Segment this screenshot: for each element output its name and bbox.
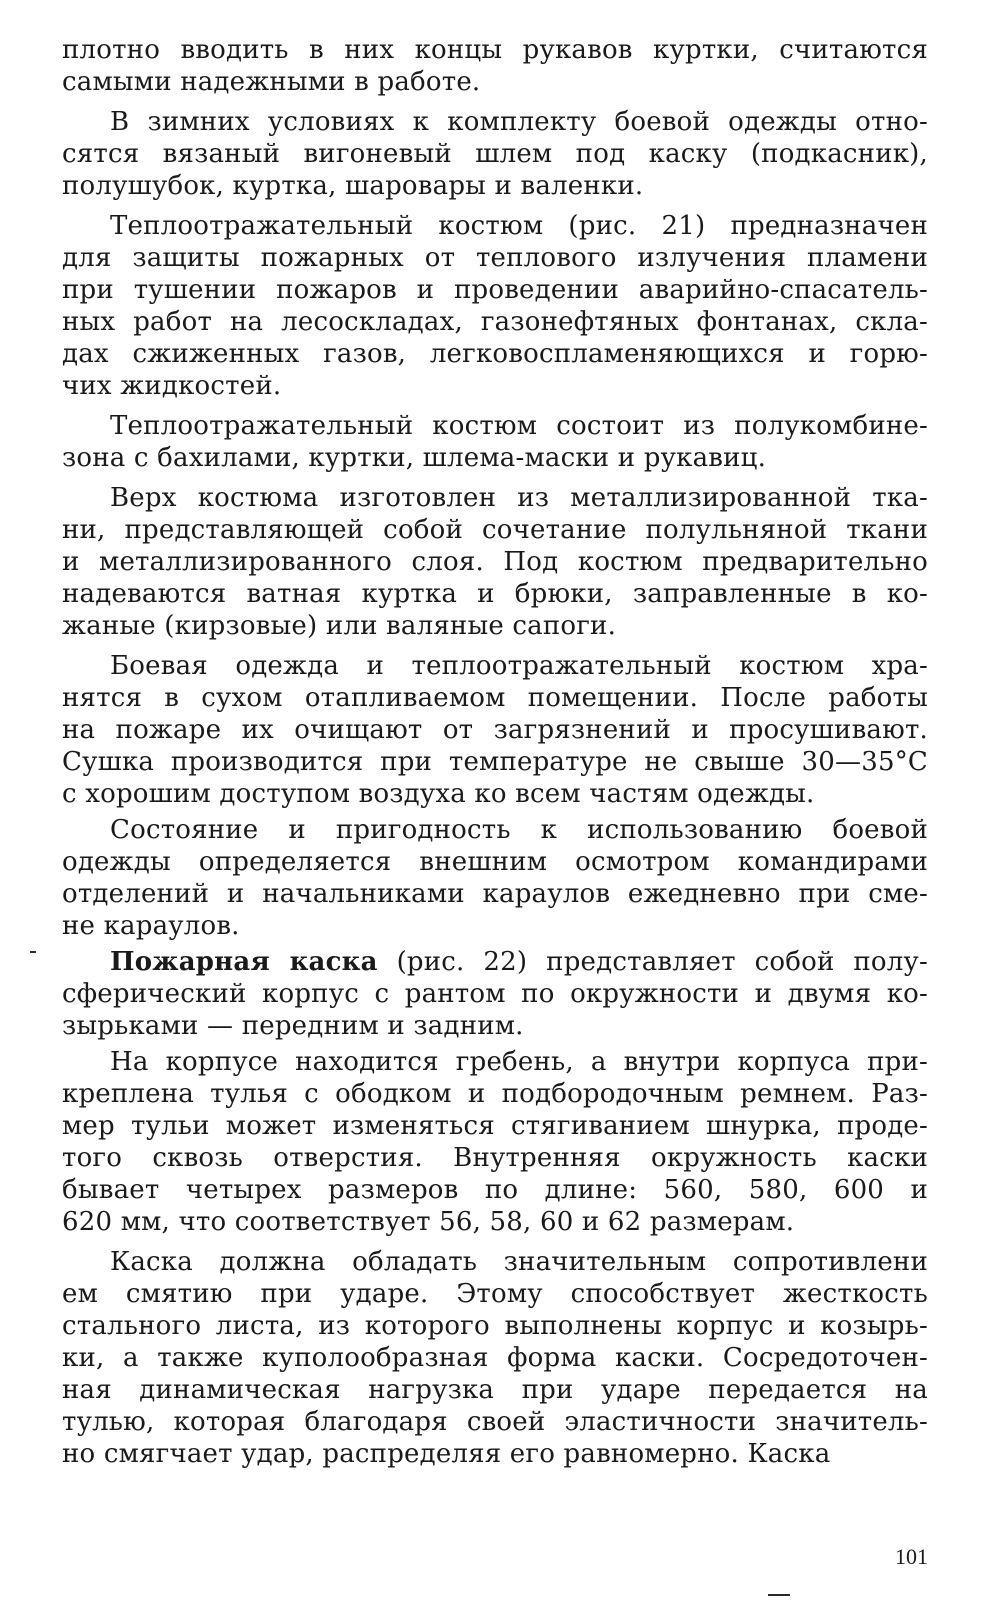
text-line: одежды определяется внешним осмотром командирами xyxy=(62,847,928,877)
text-line: ных работ на лесоскладах, газонефтяных фонтанах, скла- xyxy=(62,307,928,337)
text-line: чих жидкостей. xyxy=(62,371,282,401)
text-line: отделений и начальниками караулов ежедневно при сме- xyxy=(62,879,928,909)
text-line: полушубок, куртка, шаровары и валенки. xyxy=(62,171,644,201)
text-line: На корпусе находится гребень, а внутри корпуса при- xyxy=(110,1047,928,1077)
paragraph xyxy=(62,106,928,202)
text-line: и металлизированного слоя. Под костюм предварительно xyxy=(62,547,928,577)
bold-term: Пожарная каска xyxy=(110,947,378,977)
text-line: Теплоотражательный костюм состоит из полукомбине- xyxy=(110,411,928,441)
text-line: надеваются ватная куртка и брюки, заправленные в ко- xyxy=(62,579,928,609)
paragraph xyxy=(62,482,928,642)
text-line: Верх костюма изготовлен из металлизированной тка- xyxy=(110,483,928,513)
text-line: В зимних условиях к комплекту боевой одежды отно- xyxy=(110,107,928,137)
text-line: Теплоотражательный костюм (рис. 21) предназначен xyxy=(110,211,928,241)
scan-mark xyxy=(768,1594,790,1596)
paragraph xyxy=(62,814,928,942)
text-line: для защиты пожарных от теплового излучения пламени xyxy=(62,243,928,273)
paragraph xyxy=(62,1246,928,1470)
page-text xyxy=(62,34,928,1478)
text-line: самыми надежными в работе. xyxy=(62,67,481,97)
page-number: 101 xyxy=(895,1544,928,1569)
paragraph xyxy=(62,210,928,402)
text-line: сятся вязаный вигоневый шлем под каску (подкасник), xyxy=(62,139,928,169)
text-line: 620 мм, что соответствует 56, 58, 60 и 62 размерам. xyxy=(62,1207,795,1237)
text-line: тулью, которая благодаря своей эластичности значитель- xyxy=(62,1407,928,1437)
text-line: зырьками — передним и задним. xyxy=(62,1011,524,1041)
paragraph xyxy=(62,410,928,474)
text-line: с хорошим доступом воздуха ко всем частям одежды. xyxy=(62,779,815,809)
text-line: сферический корпус с рантом по окружности и двумя ко- xyxy=(62,979,928,1009)
paragraph xyxy=(62,34,928,98)
paragraph xyxy=(62,650,928,810)
text-line: ки, а также куполообразная форма каски. Сосредоточен- xyxy=(62,1343,928,1373)
text-line: мер тульи может изменяться стягиванием шнурка, проде- xyxy=(62,1111,928,1141)
paragraph xyxy=(62,1046,928,1238)
text-line: Боевая одежда и теплоотражательный костюм хра- xyxy=(110,651,928,681)
paragraph xyxy=(62,946,928,1042)
text-line: ная динамическая нагрузка при ударе передается на xyxy=(62,1375,928,1405)
text-line: зона с бахилами, куртки, шлема-маски и рукавиц. xyxy=(62,443,767,473)
text-line: Каска должна обладать значительным сопротивлени xyxy=(110,1247,928,1277)
text-line: ем смятию при ударе. Этому способствует жесткость xyxy=(62,1279,928,1309)
text-line: но смягчает удар, распределяя его равномерно. Каска xyxy=(62,1439,831,1469)
text-line: Состояние и пригодность к использованию боевой xyxy=(110,815,928,845)
text-line: бывает четырех размеров по длине: 560, 580, 600 и xyxy=(62,1175,928,1205)
text-line: жаные (кирзовые) или валяные сапоги. xyxy=(62,611,617,641)
text-line: нятся в сухом отапливаемом помещении. После работы xyxy=(62,683,928,713)
text-line: дах сжиженных газов, легковоспламеняющихся и горю- xyxy=(62,339,928,369)
text-run: (рис. 22) представляет собой полу- xyxy=(377,947,928,977)
text-line: не караулов. xyxy=(62,911,240,941)
text-line xyxy=(62,946,928,978)
text-line: плотно вводить в них концы рукавов куртки, считаются xyxy=(62,35,928,65)
text-line: ни, представляющей собой сочетание полульняной ткани xyxy=(62,515,928,545)
text-line: при тушении пожаров и проведении аварийно-спасатель- xyxy=(62,275,928,305)
text-line: стального листа, из которого выполнены корпус и козырь- xyxy=(62,1311,928,1341)
scan-mark xyxy=(30,951,36,953)
text-line: креплена тулья с ободком и подбородочным ремнем. Раз- xyxy=(62,1079,928,1109)
text-line: на пожаре их очищают от загрязнений и просушивают. xyxy=(62,715,928,745)
text-line: того сквозь отверстия. Внутренняя окружность каски xyxy=(62,1143,928,1173)
text-line: Сушка производится при температуре не свыше 30—35°С xyxy=(62,747,928,777)
